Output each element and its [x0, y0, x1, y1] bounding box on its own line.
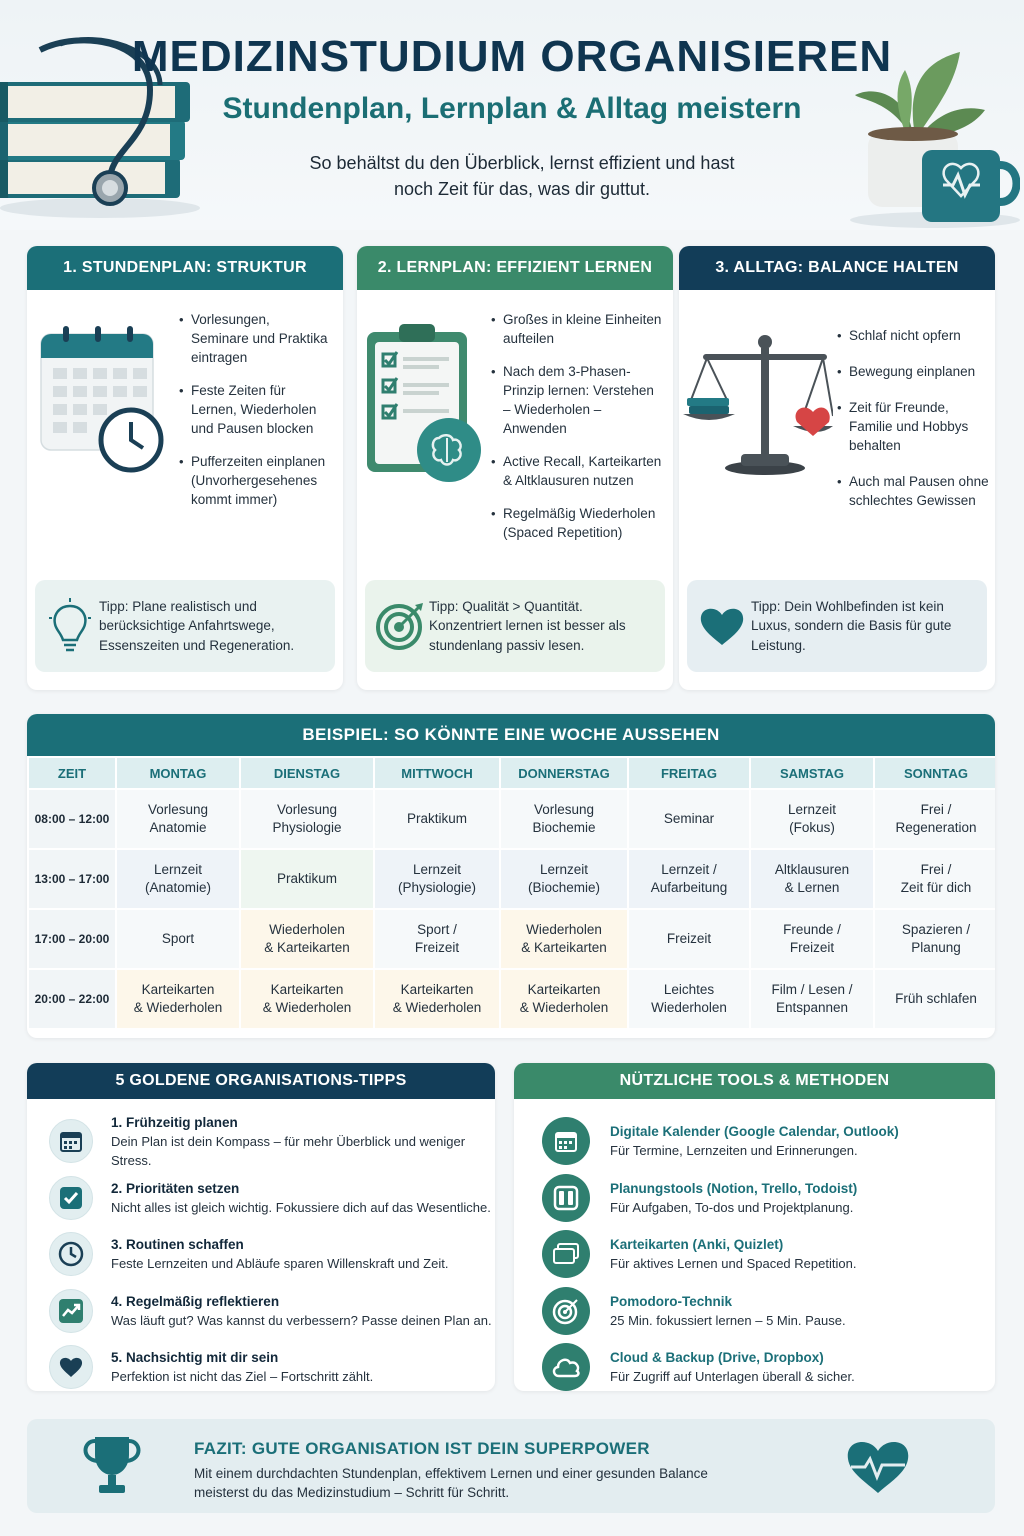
table-cell: 13:00 – 17:00 [29, 850, 115, 908]
table-row [29, 910, 995, 968]
list-item: • Großes in kleine Einheiten aufteilen [491, 310, 663, 348]
target-icon [542, 1287, 590, 1335]
card-lernplan-list [491, 310, 663, 556]
table-header: ZEIT [29, 758, 115, 788]
table-cell: Altklausuren & Lernen [751, 850, 873, 908]
card-stundenplan-list [179, 310, 331, 523]
calendar-icon [542, 1117, 590, 1165]
plant-mug-icon [850, 40, 1020, 230]
table-cell: Wiederholen & Karteikarten [501, 910, 627, 968]
tip-description: Dein Plan ist dein Kompass – für mehr Überblick und weniger Stress. [111, 1133, 466, 1168]
calendar-clock-icon [39, 326, 169, 476]
list-item: • Auch mal Pausen ohne schlechtes Gewissen [837, 472, 993, 510]
heartbeat-heart-icon [845, 1437, 911, 1497]
calendar-icon [49, 1119, 93, 1163]
tips-box-title: 5 GOLDENE ORGANISATIONS-TIPPS [27, 1063, 495, 1099]
card-alltag-title: 3. ALLTAG: BALANCE HALTEN [679, 246, 995, 290]
table-header: SAMSTAG [751, 758, 873, 788]
table-cell: Freizeit [629, 910, 749, 968]
table-header: MITTWOCH [375, 758, 499, 788]
list-item [27, 1113, 495, 1170]
table-cell: Karteikarten & Wiederholen [501, 970, 627, 1028]
table-cell: Karteikarten & Wiederholen [241, 970, 373, 1028]
cloud-icon [542, 1343, 590, 1391]
card-alltag [679, 246, 995, 690]
intro-text [292, 150, 752, 202]
table-cell: Lernzeit (Biochemie) [501, 850, 627, 908]
week-schedule-title: BEISPIEL: SO KÖNNTE EINE WOCHE AUSSEHEN [27, 714, 995, 756]
table-row [29, 850, 995, 908]
fazit-title: FAZIT: GUTE ORGANISATION IST DEIN SUPERPOWER [194, 1439, 650, 1458]
list-item: • Nach dem 3-Phasen-Prinzip lernen: Verstehen – Wiederholen – Anwenden [491, 362, 663, 438]
table-header-row [29, 758, 995, 788]
list-item: • Bewegung einplanen [837, 362, 993, 381]
table-cell: Praktikum [375, 790, 499, 848]
kanban-icon [542, 1174, 590, 1222]
table-row [29, 790, 995, 848]
tip-description: Was läuft gut? Was kannst du verbessern? Passe deinen Plan an. [111, 1312, 492, 1328]
list-item [27, 1170, 495, 1227]
checkmark-icon [49, 1176, 93, 1220]
list-item [27, 1339, 495, 1391]
tool-description: Für Zugriff auf Unterlagen überall & sicher. [610, 1369, 855, 1385]
table-cell: Film / Lesen / Entspannen [751, 970, 873, 1028]
table-cell: Praktikum [241, 850, 373, 908]
table-header: DIENSTAG [241, 758, 373, 788]
card-lernplan-tip [365, 580, 665, 672]
table-cell: Frei / Zeit für dich [875, 850, 995, 908]
flashcards-icon [542, 1230, 590, 1278]
tip-description: Perfektion ist nicht das Ziel – Fortschritt zählt. [111, 1369, 374, 1385]
table-cell: Wiederholen & Karteikarten [241, 910, 373, 968]
tip-description: Feste Lernzeiten und Abläufe sparen Willenskraft und Zeit. [111, 1256, 449, 1272]
table-cell: Vorlesung Anatomie [117, 790, 239, 848]
tool-title: Digitale Kalender (Google Calendar, Outlook) [610, 1124, 899, 1140]
list-item: • Schlaf nicht opfern [837, 326, 993, 345]
table-cell: Freunde / Freizeit [751, 910, 873, 968]
tool-title: Pomodoro-Technik [610, 1293, 733, 1309]
table-cell: Sport / Freizeit [375, 910, 499, 968]
tip-title: 4. Regelmäßig reflektieren [111, 1293, 280, 1309]
table-cell: Leichtes Wiederholen [629, 970, 749, 1028]
list-item: • Active Recall, Karteikarten & Altklausuren nutzen [491, 452, 663, 490]
list-item: • Vorlesungen, Seminare und Praktika eintragen [179, 310, 331, 367]
list-item [514, 1226, 995, 1283]
card-alltag-tip [687, 580, 987, 672]
table-cell: 20:00 – 22:00 [29, 970, 115, 1028]
fazit-box [27, 1419, 995, 1513]
tools-box [514, 1063, 995, 1391]
tip-description: Nicht alles ist gleich wichtig. Fokussiere dich auf das Wesentliche. [111, 1199, 491, 1215]
tips-box [27, 1063, 495, 1391]
table-cell: Seminar [629, 790, 749, 848]
header [0, 0, 1024, 230]
table-cell: Vorlesung Physiologie [241, 790, 373, 848]
card-stundenplan [27, 246, 343, 690]
list-item: • Zeit für Freunde, Familie und Hobbys behalten [837, 398, 993, 455]
list-item [514, 1283, 995, 1340]
tip-text: Tipp: Dein Wohlbefinden ist kein Luxus, sondern die Basis für gute Leistung. [751, 598, 952, 653]
table-row [29, 970, 995, 1028]
list-item: • Pufferzeiten einplanen (Unvorhergesehenes kommt immer) [179, 452, 331, 509]
tools-box-title: NÜTZLICHE TOOLS & METHODEN [514, 1063, 995, 1099]
page-subtitle: Stundenplan, Lernplan & Alltag meistern [222, 92, 802, 125]
list-item: • Feste Zeiten für Lernen, Wiederholen und Pausen blocken [179, 381, 331, 438]
card-stundenplan-title: 1. STUNDENPLAN: STRUKTUR SCHAFFEN [27, 246, 343, 290]
tip-title: 2. Prioritäten setzen [111, 1180, 240, 1196]
week-schedule [27, 714, 995, 1038]
table-header: DONNERSTAG [501, 758, 627, 788]
tip-title: 1. Frühzeitig planen [111, 1114, 238, 1130]
list-item: • Regelmäßig Wiederholen (Spaced Repetition) [491, 504, 663, 542]
tip-title: 3. Routinen schaffen [111, 1237, 244, 1253]
tool-description: Für Aufgaben, To-dos und Projektplanung. [610, 1199, 854, 1215]
fazit-text: Mit einem durchdachten Stundenplan, effektivem Lernen und einer gesunden Balance meisterst du das Medizinstudium – Schritt für Schritt. [194, 1466, 708, 1500]
table-cell: Lernzeit / Aufarbeitung [629, 850, 749, 908]
intro-line-2: noch Zeit für das, was dir guttut. [393, 179, 651, 199]
table-header: FREITAG [629, 758, 749, 788]
list-item [514, 1170, 995, 1227]
table-header: SONNTAG [875, 758, 995, 788]
list-item [27, 1226, 495, 1283]
intro-line-1: So behältst du den Überblick, lernst effizient und hast [309, 153, 735, 173]
trend-up-icon [49, 1289, 93, 1333]
target-icon [371, 601, 429, 651]
table-cell: 08:00 – 12:00 [29, 790, 115, 848]
table-cell: Früh schlafen [875, 970, 995, 1028]
tip-title: 5. Nachsichtig mit dir sein [111, 1350, 279, 1366]
table-cell: Vorlesung Biochemie [501, 790, 627, 848]
table-cell: Sport [117, 910, 239, 968]
card-alltag-list [837, 326, 993, 524]
tool-title: Cloud & Backup (Drive, Dropbox) [610, 1350, 824, 1366]
tool-description: 25 Min. fokussiert lernen – 5 Min. Pause. [610, 1312, 846, 1328]
tool-title: Karteikarten (Anki, Quizlet) [610, 1237, 784, 1253]
page-title: MEDIZINSTUDIUM ORGANISIEREN [131, 32, 893, 81]
clock-icon [49, 1232, 93, 1276]
card-lernplan-title: 2. LERNPLAN: EFFIZIENT LERNEN [357, 246, 673, 290]
tip-text: Tipp: Qualität > Quantität. Konzentriert lernen ist besser als stundenlang passiv lesen. [429, 598, 626, 653]
balance-scale-icon [683, 330, 833, 480]
card-stundenplan-tip [35, 580, 335, 672]
table-header: MONTAG [117, 758, 239, 788]
table-cell: Lernzeit (Anatomie) [117, 850, 239, 908]
table-cell: Spazieren / Planung [875, 910, 995, 968]
clipboard-brain-icon [363, 320, 491, 488]
tool-description: Für aktives Lernen und Spaced Repetition. [610, 1256, 857, 1272]
lightbulb-icon [41, 598, 99, 654]
table-cell: Karteikarten & Wiederholen [375, 970, 499, 1028]
tool-description: Für Termine, Lernzeiten und Erinnerungen. [610, 1143, 858, 1159]
card-lernplan [357, 246, 673, 690]
table-cell: Lernzeit (Physiologie) [375, 850, 499, 908]
tool-title: Planungstools (Notion, Trello, Todoist) [610, 1180, 858, 1196]
table-cell: Lernzeit (Fokus) [751, 790, 873, 848]
week-table [27, 756, 995, 1030]
list-item [27, 1283, 495, 1340]
heart-icon [49, 1345, 93, 1389]
list-item [514, 1113, 995, 1170]
table-cell: 17:00 – 20:00 [29, 910, 115, 968]
heart-icon [693, 605, 751, 647]
list-item [514, 1339, 995, 1391]
trophy-icon [79, 1433, 145, 1499]
table-cell: Frei / Regeneration [875, 790, 995, 848]
tip-text: Tipp: Plane realistisch und berücksichtige Anfahrtswege, Essenszeiten und Regeneration. [99, 598, 295, 653]
table-cell: Karteikarten & Wiederholen [117, 970, 239, 1028]
